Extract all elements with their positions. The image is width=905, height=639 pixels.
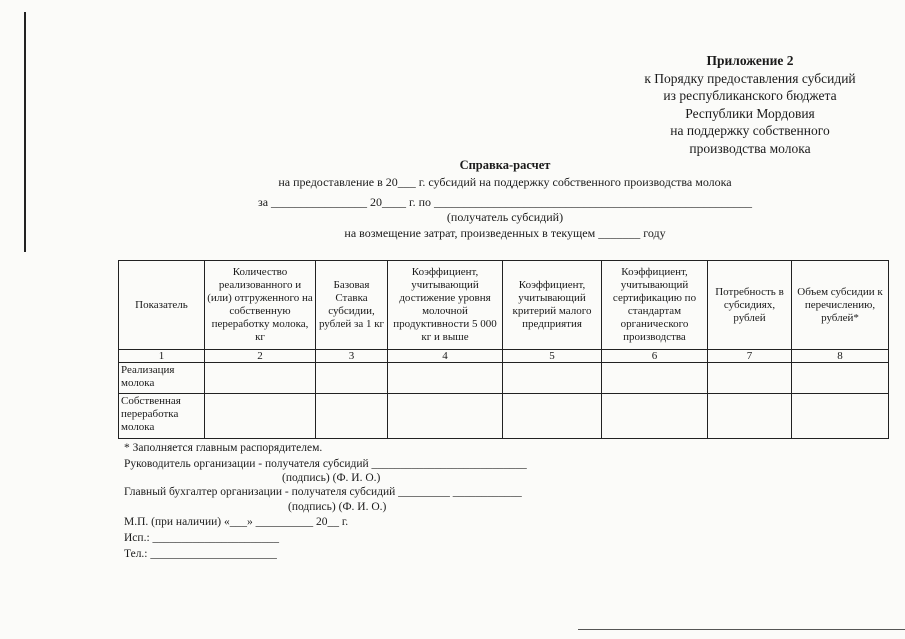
table-cell bbox=[388, 363, 503, 394]
table-header-cell: Потребность в субсидиях, рублей bbox=[708, 261, 792, 350]
row-label: Собственная переработка молока bbox=[119, 394, 205, 439]
table-header-cell: Коэффициент, учитывающий критерий малого предприятия bbox=[503, 261, 602, 350]
table-cell bbox=[602, 363, 708, 394]
table-header-row bbox=[119, 261, 889, 350]
appendix-block bbox=[600, 52, 900, 157]
left-margin-line bbox=[24, 12, 26, 252]
column-number: 2 bbox=[205, 350, 316, 363]
document-subtitle: на предоставление в 20___ г. субсидий на поддержку собственного производства молока bbox=[278, 175, 732, 189]
column-number: 5 bbox=[503, 350, 602, 363]
accountant-signature-caption: (подпись) (Ф. И. О.) bbox=[288, 501, 387, 513]
table-cell bbox=[205, 394, 316, 439]
table-header-cell: Базовая Ставка субсидии, рублей за 1 кг bbox=[316, 261, 388, 350]
period-recipient-line: за ________________ 20____ г. по _____________________________________________________ bbox=[257, 195, 753, 209]
table-header-cell: Коэффициент, учитывающий достижение уровня молочной продуктивности 5 000 кг и выше bbox=[388, 261, 503, 350]
appendix-line: Республики Мордовия bbox=[685, 105, 815, 121]
column-number: 4 bbox=[388, 350, 503, 363]
table-cell bbox=[503, 394, 602, 439]
appendix-line: к Порядку предоставления субсидий bbox=[644, 70, 856, 86]
table-cell bbox=[792, 363, 889, 394]
head-signature-line: Руководитель организации - получателя субсидий ___________________________ bbox=[124, 458, 527, 470]
column-number: 8 bbox=[792, 350, 889, 363]
table-cell bbox=[205, 363, 316, 394]
calculation-table bbox=[118, 260, 889, 439]
table-cell bbox=[708, 394, 792, 439]
footnote: * Заполняется главным распорядителем. bbox=[124, 442, 323, 454]
table-header-cell: Объем субсидии к перечислению, рублей* bbox=[792, 261, 889, 350]
table-row bbox=[119, 394, 889, 439]
table-cell bbox=[792, 394, 889, 439]
appendix-title: Приложение 2 bbox=[706, 53, 794, 68]
appendix-line: производства молока bbox=[689, 140, 811, 156]
appendix-line: из республиканского бюджета bbox=[663, 88, 837, 103]
document-title: Справка-расчет bbox=[459, 158, 551, 172]
column-number: 1 bbox=[119, 350, 205, 363]
compensation-line: на возмещение затрат, произведенных в текущем _______ году bbox=[344, 226, 666, 240]
table-header-cell: Коэффициент, учитывающий сертификацию по стандартам органического производства bbox=[602, 261, 708, 350]
column-number: 7 bbox=[708, 350, 792, 363]
row-label: Реализация молока bbox=[119, 363, 205, 394]
bottom-edge-line bbox=[578, 629, 905, 630]
executor-line: Исп.: ______________________ bbox=[124, 532, 280, 544]
head-signature-caption: (подпись) (Ф. И. О.) bbox=[282, 472, 381, 484]
phone-line: Тел.: ______________________ bbox=[124, 548, 277, 560]
accountant-signature-line: Главный бухгалтер организации - получателя субсидий _________ ____________ bbox=[124, 486, 522, 498]
recipient-label: (получатель субсидий) bbox=[446, 210, 564, 224]
table-row bbox=[119, 363, 889, 394]
column-number: 3 bbox=[316, 350, 388, 363]
table-cell bbox=[388, 394, 503, 439]
stamp-date-line: М.П. (при наличии) «___» __________ 20__ г. bbox=[124, 516, 349, 528]
table-cell bbox=[708, 363, 792, 394]
table-cell bbox=[503, 363, 602, 394]
table-cell bbox=[316, 394, 388, 439]
table-cell bbox=[316, 363, 388, 394]
table-cell bbox=[602, 394, 708, 439]
table-header-cell: Количество реализованного и (или) отгруженного на собственную переработку молока, кг bbox=[205, 261, 316, 350]
column-number-row bbox=[119, 350, 889, 363]
appendix-line: на поддержку собственного bbox=[670, 123, 830, 138]
table-header-cell: Показатель bbox=[119, 261, 205, 350]
column-number: 6 bbox=[602, 350, 708, 363]
